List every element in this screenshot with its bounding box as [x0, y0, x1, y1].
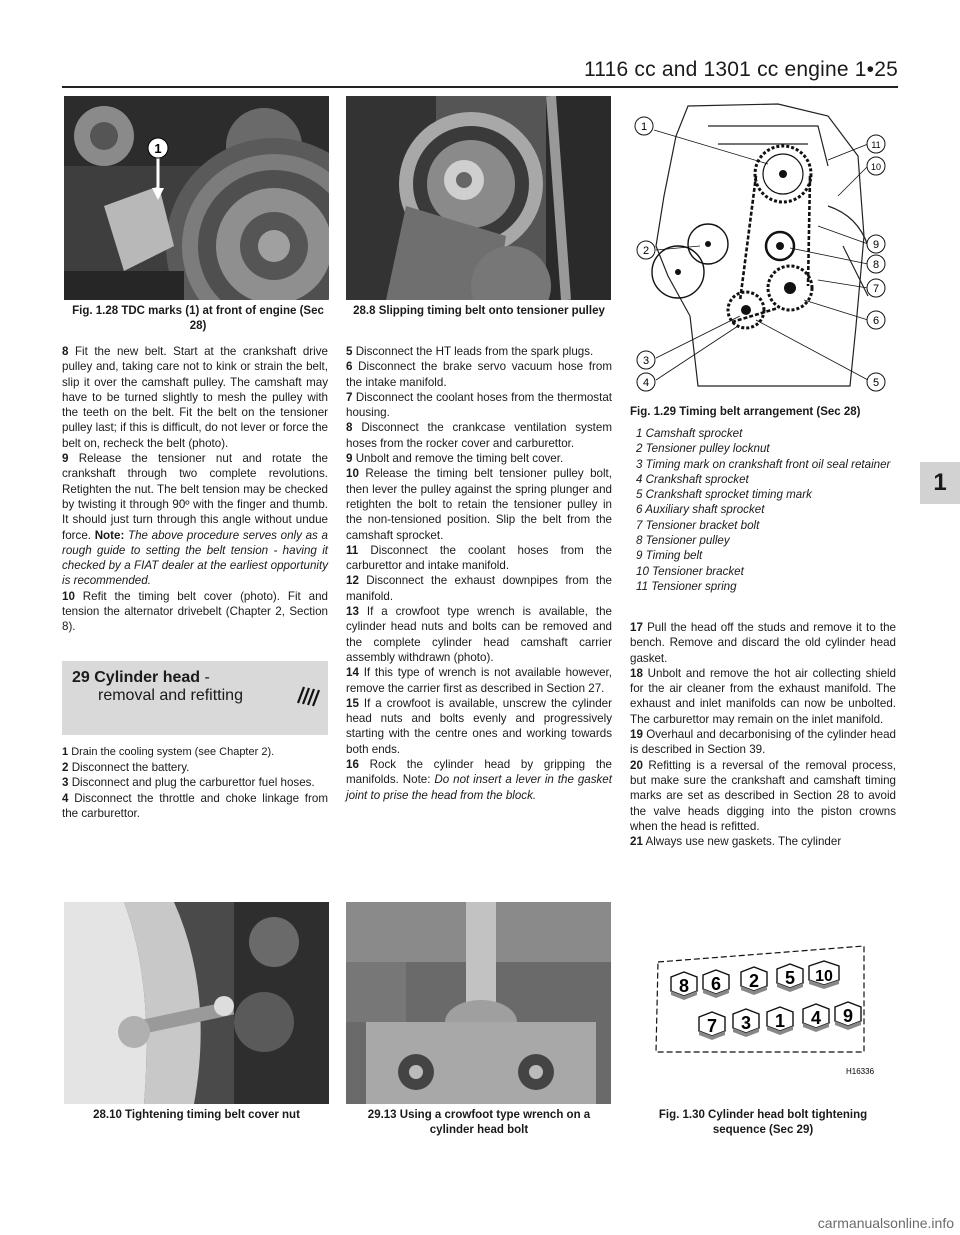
step-15: 15 If a crowfoot is available, unscrew the cylinder head nuts and bolts evenly and progressively starting with the centre ones and working towards both ends. [346, 696, 612, 756]
section-heading-29: 29 Cylinder head - removal and refitting [62, 661, 328, 735]
paragraph-8: 8 Fit the new belt. Start at the crankshaft drive pulley and, taking care not to kink or strain the belt, slip it over the camshaft pulley. The camshaft may have to be turned slightly to mesh the pulley with the teeth on the belt. Fit the belt on the tensioner pulley last; if this is difficult, do not lever or force the belt on, recheck the belt (photo). [62, 345, 328, 450]
fig130-bolt: 4 [810, 1008, 822, 1028]
step-8: 8 Disconnect the crankcase ventilation system hoses from the rocker cover and carburettor. [346, 421, 612, 450]
caption-fig-1-30: Fig. 1.30 Cylinder head bolt tightening sequence (Sec 29) [658, 1109, 868, 1136]
fig129-label-10: 10 [870, 162, 882, 172]
fig129-label-3: 3 [642, 355, 650, 367]
step-2: 2 Disconnect the battery. [62, 760, 190, 774]
fig129-label-7: 7 [872, 283, 880, 295]
text-column-3 [630, 620, 896, 849]
fig129-label-5: 5 [872, 377, 880, 389]
fig130-code: H16336 [846, 1067, 875, 1076]
step-9: 9 Unbolt and remove the timing belt cover. [346, 452, 564, 466]
legend-item: 6 Auxiliary shaft sprocket [636, 503, 765, 517]
legend-item: 11 Tensioner spring [636, 579, 737, 593]
legend-item: 8 Tensioner pulley [636, 534, 730, 548]
chapter-tab: 1 [920, 462, 960, 504]
step-19: 19 Overhaul and decarbonising of the cylinder head is described in Section 39. [630, 728, 896, 757]
fig129-label-8: 8 [872, 259, 880, 271]
fig129-label-9: 9 [872, 239, 880, 251]
fig129-label-2: 2 [642, 245, 650, 257]
text-column-2 [346, 344, 612, 803]
caption-28-10: 28.10 Tightening timing belt cover nut [93, 1109, 300, 1121]
step-3: 3 Disconnect and plug the carburettor fuel hoses. [62, 776, 315, 790]
text-column-1 [62, 344, 328, 821]
legend-item: 4 Crankshaft sprocket [636, 472, 749, 486]
legend-item: 10 Tensioner bracket [636, 564, 744, 578]
fig129-label-1: 1 [640, 121, 648, 133]
caption-fig-1-29: Fig. 1.29 Timing belt arrangement (Sec 28) [630, 406, 861, 418]
step-18: 18 Unbolt and remove the hot air collecting shield for the air cleaner from the exhaust manifold. The exhaust and inlet manifolds can now be unbolted. The carburettor may remain on the inlet manifold. [630, 666, 896, 726]
fig130-bolt: 2 [748, 971, 760, 991]
step-17: 17 Pull the head off the studs and remove it to the bench. Remove and discard the old cylinder head gasket. [630, 621, 896, 665]
photo-fig-1-28 [64, 96, 329, 300]
paragraph-9: 9 Release the tensioner nut and rotate the crankshaft through two complete revolutions. Retighten the nut. The belt tension may be checked by twisting it through 90º with the finger and thumb. It should just turn through this angle without undue force. Note: The above procedure serves only as a rough guide to setting the belt tension - having it checked by a FIAT dealer at the earliest opportunity is recommended. [62, 452, 328, 588]
step-7: 7 Disconnect the coolant hoses from the thermostat housing. [346, 390, 612, 420]
fig130-bolt: 7 [706, 1016, 718, 1036]
step-11: 11 Disconnect the coolant hoses from the carburettor and intake manifold. [346, 543, 612, 573]
step-20: 20 Refitting is a reversal of the removal process, but make sure the crankshaft and camshaft timing marks are set as described in Section 28 to avoid the valve heads digging into the piston crowns when the head is refitted. [630, 758, 896, 833]
step-13: 13 If a crowfoot type wrench is available, the cylinder head nuts and bolts can be removed and the complete cylinder head camshaft carrier assembly withdrawn (photo). [346, 605, 612, 664]
fig129-label-4: 4 [642, 377, 650, 389]
fig130-bolt: 5 [784, 968, 796, 988]
step-12: 12 Disconnect the exhaust downpipes from the manifold. [346, 574, 612, 603]
step-16: 16 Rock the cylinder head by gripping the manifolds. Note: Do not insert a lever in the gasket joint to prise the head from the block. [346, 758, 612, 802]
diagram-fig-1-30 [628, 902, 896, 1104]
legend-item: 5 Crankshaft sprocket timing mark [636, 488, 812, 502]
paragraph-10: 10 Refit the timing belt cover (photo). Fit and tension the alternator drivebelt (Chapter 2, Section 8). [62, 589, 328, 634]
legend-fig-1-29 [636, 426, 892, 594]
photo-28-8 [346, 96, 611, 300]
fig129-label-6: 6 [872, 315, 880, 327]
legend-item: 1 Camshaft sprocket [636, 427, 743, 440]
step-14: 14 If this type of wrench is not available however, remove the carrier first as described in Section 27. [346, 666, 612, 695]
caption-28-8: 28.8 Slipping timing belt onto tensioner pulley [353, 305, 605, 317]
difficulty-wrench-icon [294, 677, 320, 711]
step-1: 1 Drain the cooling system (see Chapter 2). [62, 745, 275, 758]
step-4: 4 Disconnect the throttle and choke linkage from the carburettor. [62, 791, 328, 820]
fig130-bolt: 10 [815, 968, 833, 985]
fig128-label: 1 [154, 141, 162, 156]
legend-item: 7 Tensioner bracket bolt [636, 518, 760, 532]
fig130-bolt: 1 [774, 1011, 786, 1031]
fig129-label-11: 11 [871, 140, 881, 150]
legend-item: 9 Timing belt [636, 549, 703, 563]
step-6: 6 Disconnect the brake servo vacuum hose from the intake manifold. [346, 360, 612, 389]
caption-29-13: 29.13 Using a crowfoot type wrench on a cylinder head bolt [367, 1109, 591, 1136]
diagram-fig-1-29 [628, 96, 896, 402]
step-10: 10 Release the timing belt tensioner pulley bolt, then lever the pulley against the spring plunger and retighten the bolt to retain the tensioner pulley in the non-tensioned position. Slip the belt from the camshaft sprocket. [346, 467, 612, 542]
fig130-bolt: 6 [710, 974, 722, 994]
legend-item: 2 Tensioner pulley locknut [636, 442, 770, 456]
caption-fig-1-28: Fig. 1.28 TDC marks (1) at front of engine (Sec 28) [72, 305, 324, 332]
fig130-bolt: 8 [678, 976, 690, 996]
step-21: 21 Always use new gaskets. The cylinder [630, 835, 842, 849]
page-header [62, 56, 898, 88]
step-5: 5 Disconnect the HT leads from the spark plugs. [346, 345, 594, 358]
photo-29-13 [346, 902, 611, 1104]
fig130-bolt: 3 [740, 1013, 752, 1033]
legend-item: 3 Timing mark on crankshaft front oil seal retainer [636, 457, 891, 471]
fig130-bolt: 9 [842, 1006, 854, 1026]
photo-28-10 [64, 902, 329, 1104]
watermark: carmanualsonline.info [817, 1215, 954, 1231]
page-title: 1116 cc and 1301 cc engine 1•25 [583, 58, 898, 81]
